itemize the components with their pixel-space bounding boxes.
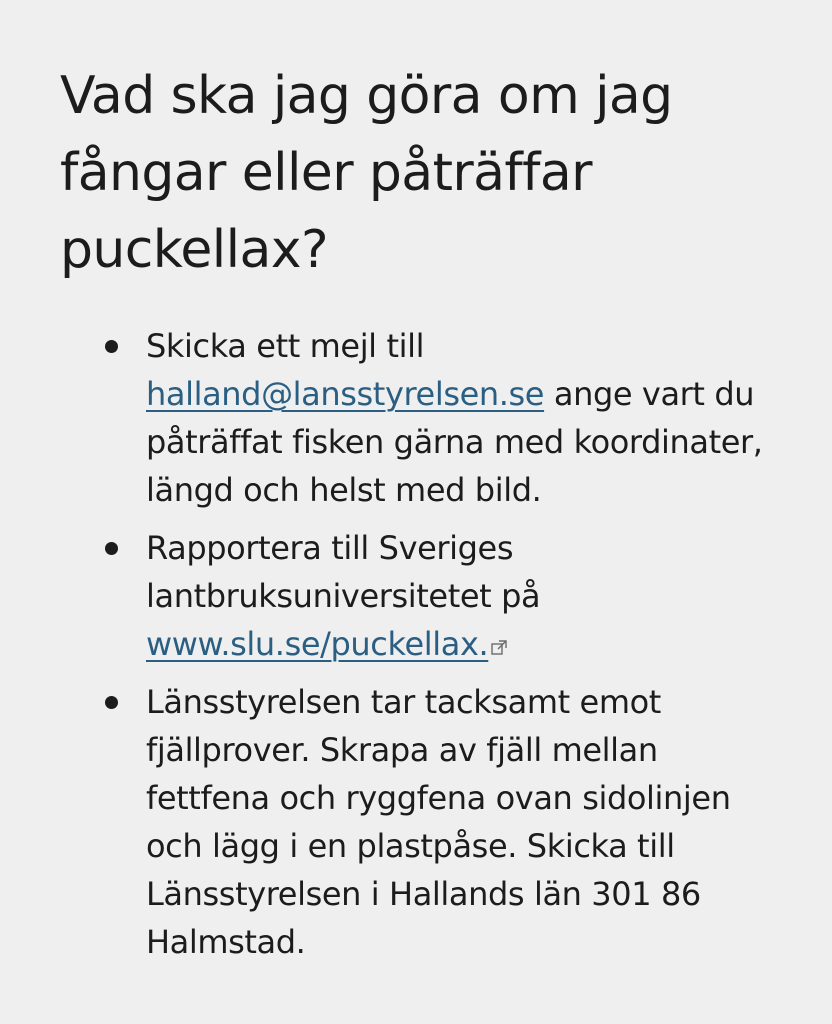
slu-link[interactable]: www.slu.se/puckellax. xyxy=(146,625,489,663)
item-text-pre: Rapportera till Sveriges lantbruksuniversitetet på xyxy=(146,529,541,615)
bullet-icon xyxy=(105,696,118,709)
page-title: Vad ska jag göra om jag fångar eller påträffar puckellax? xyxy=(60,66,673,280)
item-text-pre: Länsstyrelsen tar tacksamt emot fjällprover. Skrapa av fjäll mellan fettfena och ryggfena ovan sidolinjen och lägg i en plastpåse. Skicka till Länsstyrelsen i Hallands län 301 86 Halmstad. xyxy=(146,683,731,961)
item-text-post: ange vart du påträffat fisken gärna med koordinater, längd och helst med bild. xyxy=(146,375,763,509)
email-link[interactable]: halland@lansstyrelsen.se xyxy=(146,375,545,413)
external-link-icon[interactable] xyxy=(490,639,510,655)
item-text-pre: Skicka ett mejl till xyxy=(146,327,425,365)
bullet-icon xyxy=(105,340,118,353)
list-item-email xyxy=(100,322,790,514)
instruction-list xyxy=(100,322,790,976)
list-item-slu xyxy=(100,524,790,668)
bullet-icon xyxy=(105,542,118,555)
list-item-scale-samples xyxy=(100,678,790,966)
